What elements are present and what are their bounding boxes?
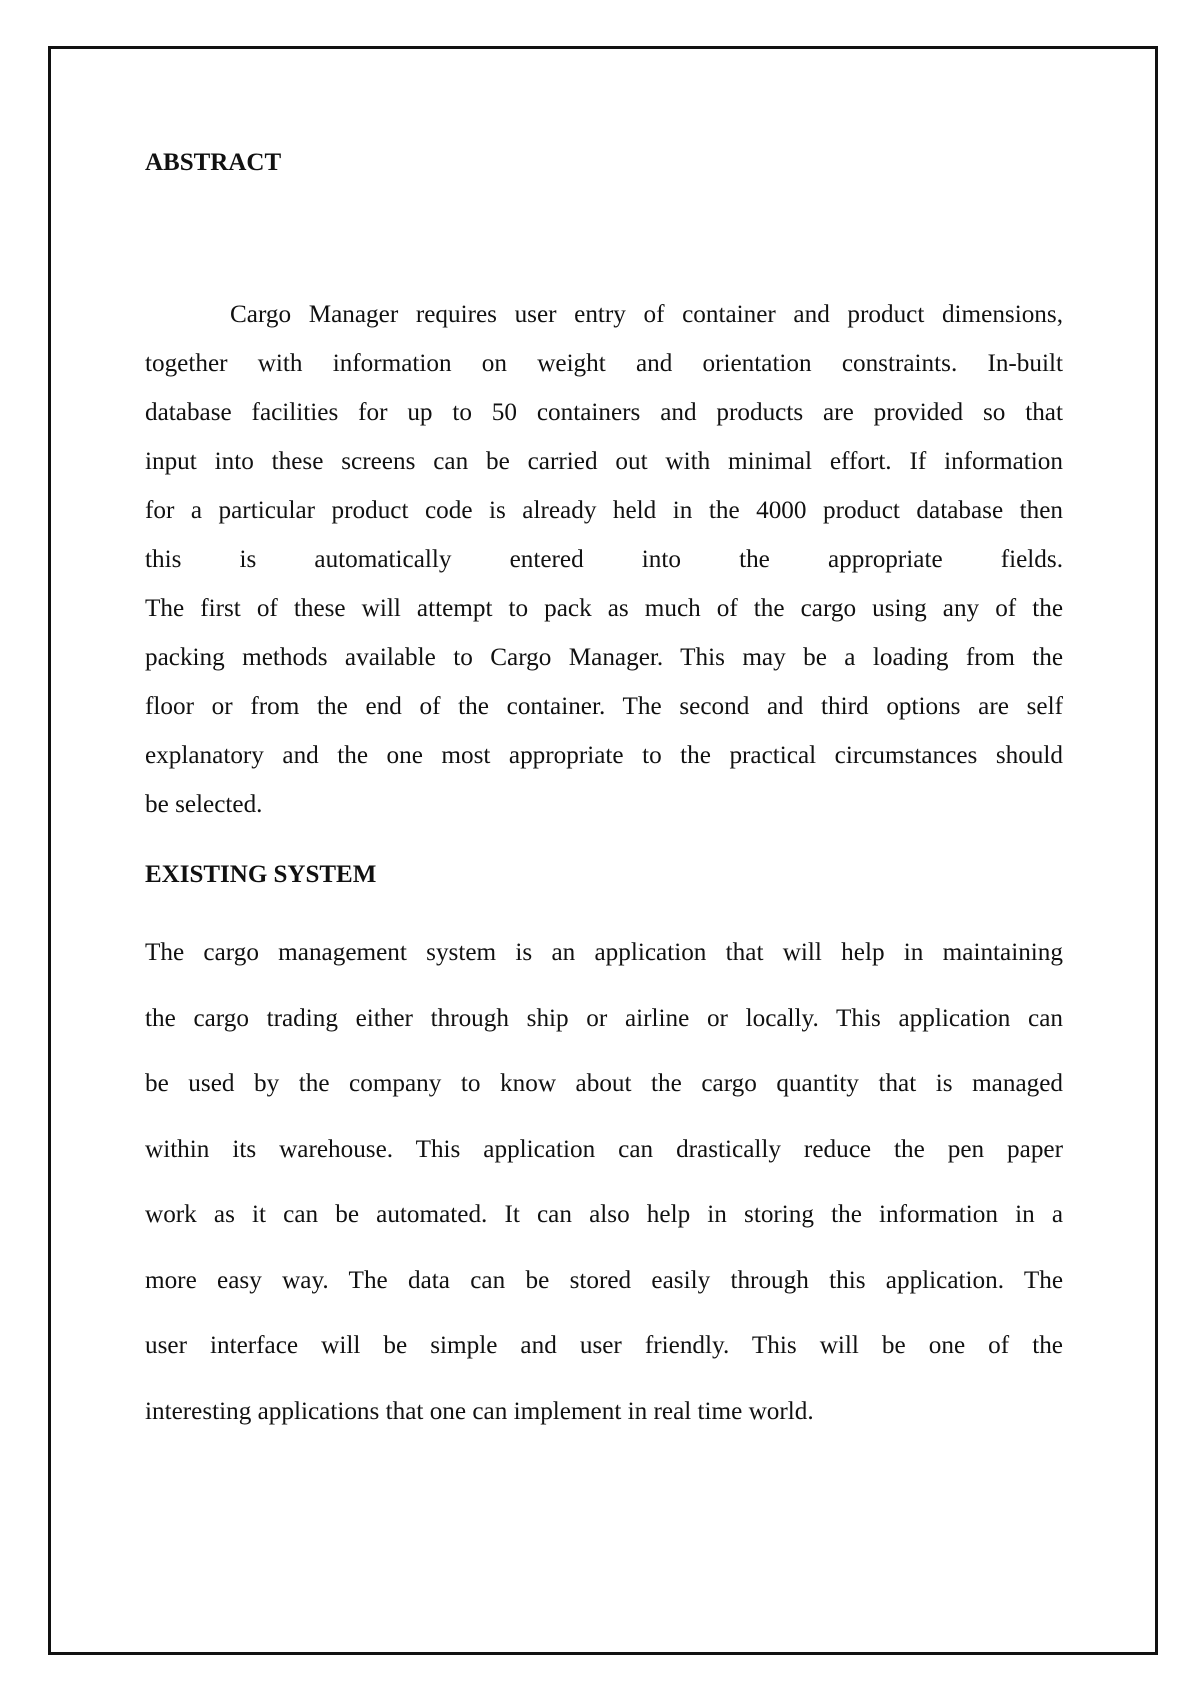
abstract-line: together with information on weight and orientation constraints. In-built [145,350,1063,377]
abstract-line: input into these screens can be carried out with minimal effort. If information [145,448,1063,475]
abstract-heading: ABSTRACT [145,149,282,176]
existing-system-line: interesting applications that one can implement in real time world. [145,1397,814,1425]
abstract-line: this is automatically entered into the appropriate fields. [145,546,1063,573]
existing-system-line: user interface will be simple and user friendly. This will be one of the [145,1332,1063,1359]
abstract-line: floor or from the end of the container. The second and third options are self [145,693,1063,720]
existing-system-line: more easy way. The data can be stored easily through this application. The [145,1266,1063,1294]
abstract-paragraph [145,290,1063,829]
existing-system-line: be used by the company to know about the cargo quantity that is managed [145,1070,1063,1097]
abstract-line: database facilities for up to 50 containers and products are provided so that [145,399,1063,426]
abstract-line: be selected. [145,791,263,818]
abstract-line: for a particular product code is already held in the 4000 product database then [145,497,1063,524]
existing-system-line: the cargo trading either through ship or airline or locally. This application can [145,1004,1063,1032]
existing-system-line: within its warehouse. This application can drastically reduce the pen paper [145,1135,1063,1163]
abstract-line: packing methods available to Cargo Manager. This may be a loading from the [145,644,1063,671]
existing-system-heading: EXISTING SYSTEM [145,861,377,888]
abstract-line: explanatory and the one most appropriate to the practical circumstances should [145,742,1063,769]
existing-system-line: The cargo management system is an application that will help in maintaining [145,939,1063,966]
existing-system-paragraph [145,920,1063,1444]
abstract-line: The first of these will attempt to pack as much of the cargo using any of the [145,595,1063,622]
existing-system-line: work as it can be automated. It can also help in storing the information in a [145,1201,1063,1228]
abstract-line: Cargo Manager requires user entry of container and product dimensions, [230,301,1063,328]
